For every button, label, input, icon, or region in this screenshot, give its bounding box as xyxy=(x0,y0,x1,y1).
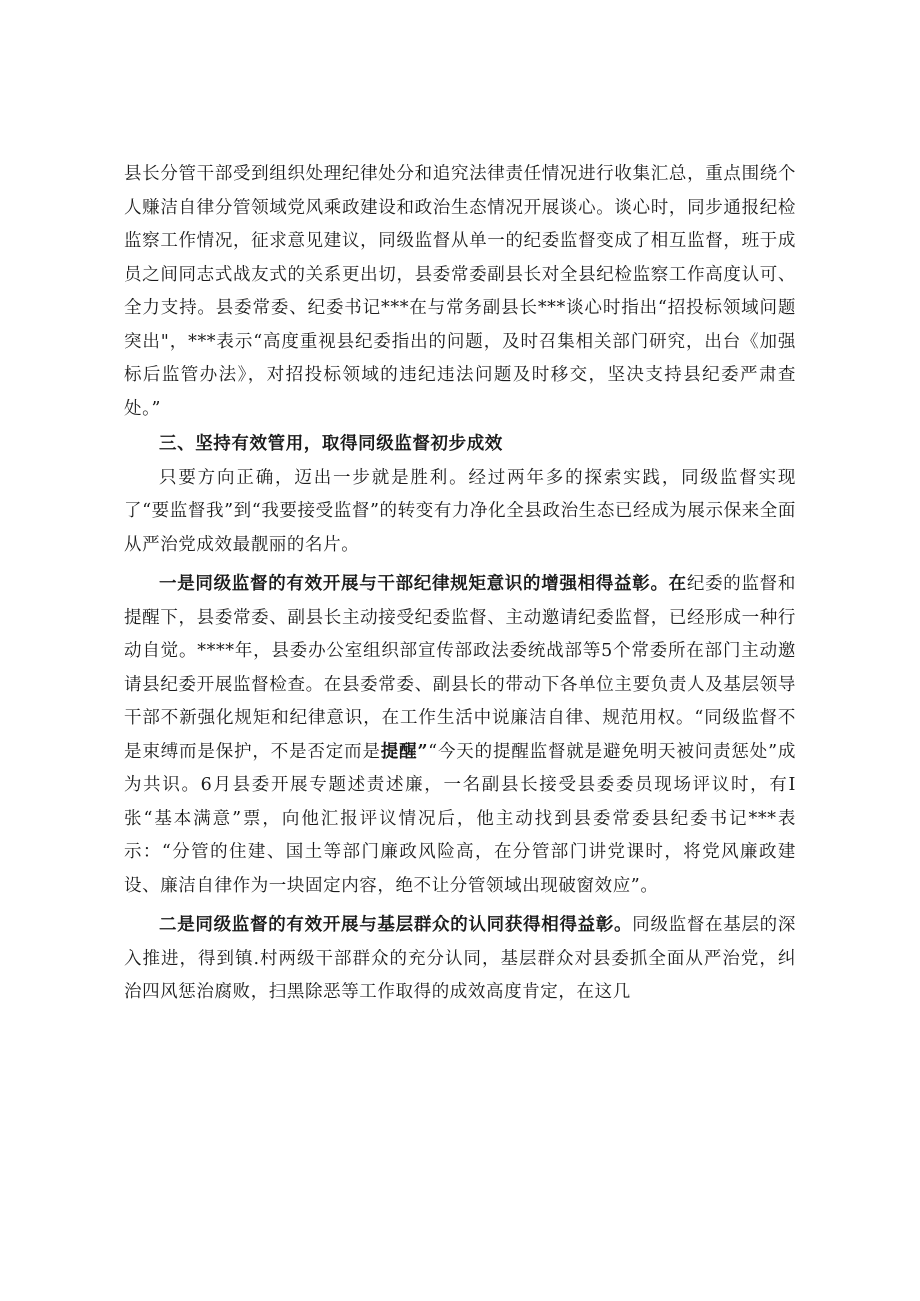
point-two-text: 同级监督在基层的深入推进，得到镇.村两级干部群众的充分认同，基层群众对县委抓全面从严治党，纠治四风惩治腐败，扫黑除恶等工作取得的成效高度肯定，在这几 xyxy=(124,915,796,1002)
point-one-text-a: 纪委的监督和提醒下，县委常委、副县长主动接受纪委监督、主动邀请纪委监督，已经形成一种行动自觉。****年，县委办公室组织部宣传部政法委统战部等5个常委所在部门主动邀请县纪委开展监督检查。在县委常委、副县长的带动下各单位主要负责人及基层领导干部不新强化规矩和纪律意识，在工作生活中说廉洁自律、规范用权。“同级监督不是束缚而是保护，不是否定而是 xyxy=(124,574,796,762)
point-one-text-b: “今天的提醒监督就是避免明天被问责惩处”成为共识。6月县委开展专题述责述廉，一名副县长接受县委委员现场评议时，有I张“基本满意”票，向他汇报评议情况后，他主动找到县委常委县纪委书记***表示：“分管的住建、国土等部门廉政风险高，在分管部门讲党课时，将党风廉政建设、廉洁自律作为一块固定内容，绝不让分管领域出现破窗效应”。 xyxy=(124,741,796,896)
section-heading: 三、坚持有效管用，取得同级监督初步成效 xyxy=(159,434,503,454)
point-one-lead: 一是同级监督的有效开展与干部纪律规矩意识的增强相得益彰。在 xyxy=(159,574,687,594)
body-paragraph-point-one xyxy=(124,568,796,903)
body-paragraph: 只要方向正确，迈出一步就是胜利。经过两年多的探索实践，同级监督实现了“要监督我”到“我要接受监督”的转变有力净化全县政治生态已经成为展示保来全面从严治党成效最靓丽的名片。 xyxy=(124,467,796,555)
point-two-lead: 二是同级监督的有效开展与基层群众的认同获得相得益彰。 xyxy=(159,915,633,935)
body-paragraph-point-two xyxy=(124,909,796,1010)
body-paragraph-continued: 县长分管干部受到组织处理纪律处分和追究法律责任情况进行收集汇总，重点围绕个人赚洁自律分管领域党风乘政建设和政治生态情况开展谈心。谈心时，同步通报纪检监察工作情况，征求意见建议，同级监督从单一的纪委监督变成了相互监督，班于成员之间同志式战友式的关系更出切，县委常委副县长对全县纪检监察工作高度认可、全力支持。县委常委、纪委书记***在与常务副县长***谈心时指出“招投标领域问题突出"，***表示“高度重视县纪委指出的问题，及时召集相关部门研究，出台《加强标后监管办法》，对招投标领域的违纪违法问题及时移交，坚决支持县纪委严肃查处。” xyxy=(124,164,796,419)
document-page xyxy=(124,158,796,1010)
point-one-bold-word: 提醒” xyxy=(380,741,429,762)
